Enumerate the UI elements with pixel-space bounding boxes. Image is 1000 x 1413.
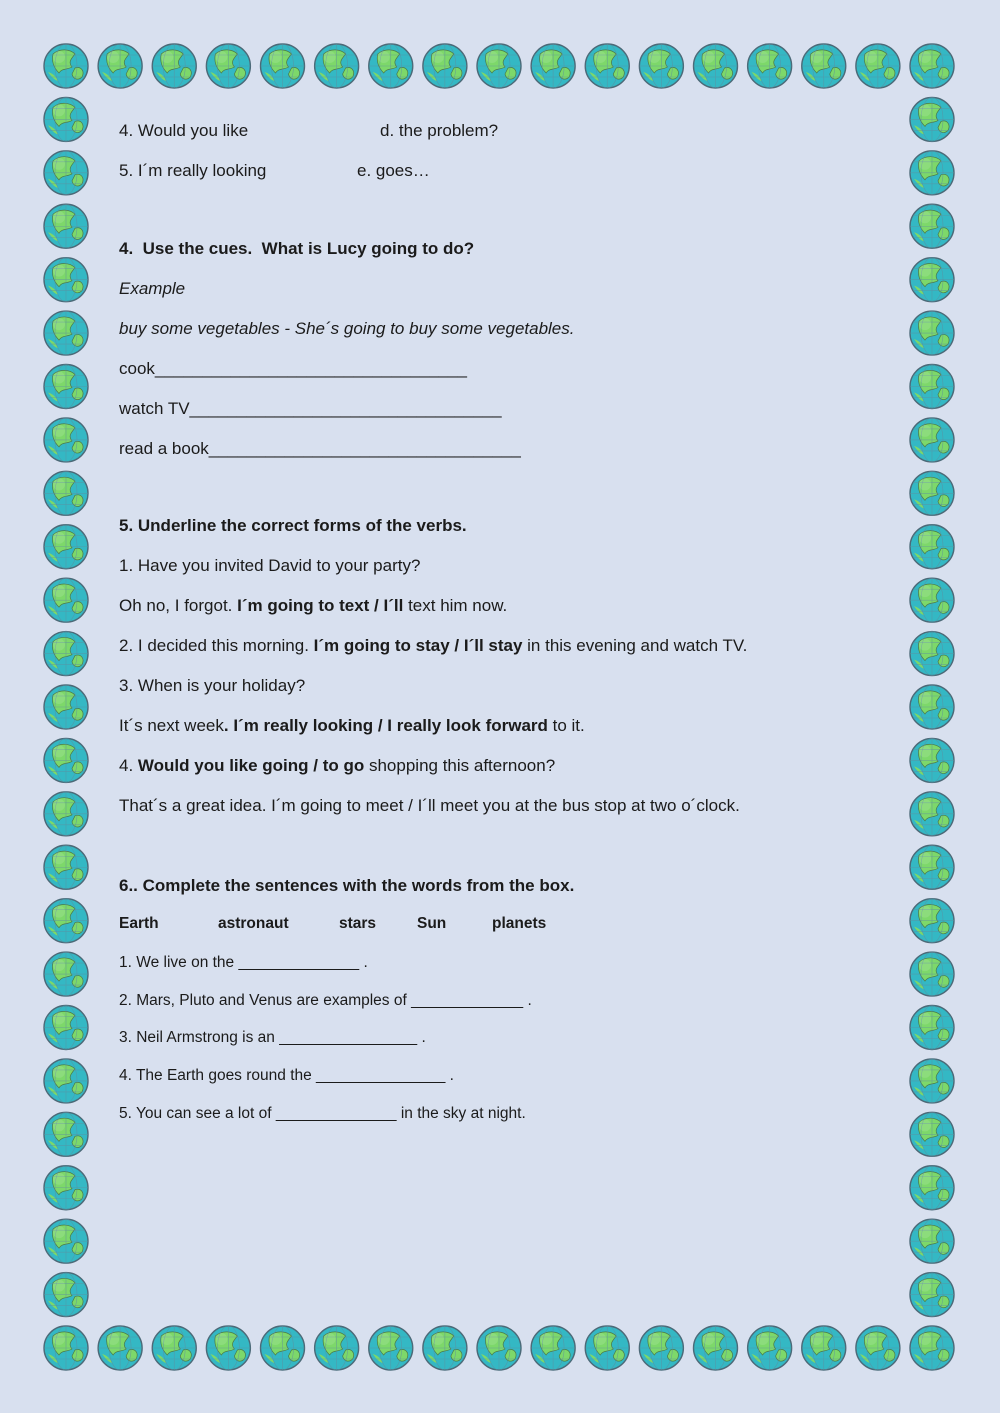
globe-icon <box>910 418 954 462</box>
globe-icon <box>910 365 954 409</box>
ex6-sentence-2: 2. Mars, Pluto and Venus are examples of _____________ . <box>119 992 532 1009</box>
globe-icon <box>910 1326 954 1370</box>
globe-icon <box>152 1326 196 1370</box>
globe-icon <box>585 1326 629 1370</box>
box-word-sun: Sun <box>417 915 447 932</box>
globe-icon <box>206 1326 250 1370</box>
globe-icon <box>44 97 88 141</box>
exercise-5-heading: 5. Underline the correct forms of the verbs. <box>119 516 467 535</box>
matching-right-e: e. goes… <box>357 161 430 180</box>
ex5-line-3-start: 2. I decided this morning. <box>119 636 314 655</box>
globe-icon <box>44 1006 88 1050</box>
globe-icon <box>531 1326 575 1370</box>
globe-icon <box>910 204 954 248</box>
ex5-line-3 <box>119 636 747 656</box>
globe-icon <box>802 1326 846 1370</box>
globe-icon <box>910 525 954 569</box>
globe-icon <box>910 471 954 515</box>
cue-cook: cook_________________________________ <box>119 359 467 378</box>
matching-left-5: 5. I´m really looking <box>119 161 267 180</box>
ex5-line-4: 3. When is your holiday? <box>119 676 306 695</box>
globe-icon <box>856 1326 900 1370</box>
globe-icon <box>910 1273 954 1317</box>
globe-icon <box>910 738 954 782</box>
globe-icon <box>694 44 738 88</box>
globe-icon <box>910 1112 954 1156</box>
globe-icon <box>423 44 467 88</box>
ex5-line-3-end: in this evening and watch TV. <box>522 636 748 655</box>
matching-right-d: d. the problem? <box>380 121 499 140</box>
ex5-line-6-end: shopping this afternoon? <box>364 756 556 775</box>
globe-icon <box>44 258 88 302</box>
globe-icon <box>98 44 142 88</box>
globe-icon <box>44 151 88 195</box>
globe-icon <box>694 1326 738 1370</box>
ex5-line-6-start: 4. <box>119 756 138 775</box>
globe-icon <box>910 1059 954 1103</box>
globe-icon <box>44 1273 88 1317</box>
ex5-line-7: That´s a great idea. I´m going to meet / I´ll meet you at the bus stop at two o´clock. <box>119 796 740 815</box>
globe-icon <box>44 311 88 355</box>
ex5-line-5-start: It´s next week <box>119 716 224 735</box>
example-sentence: buy some vegetables - She´s going to buy some vegetables. <box>119 319 575 338</box>
globe-icon <box>44 738 88 782</box>
globe-icon <box>477 1326 521 1370</box>
globe-icon <box>910 578 954 622</box>
ex5-choice-4: Would you like going / to go <box>137 756 365 775</box>
globe-icon <box>910 952 954 996</box>
globe-icon <box>44 578 88 622</box>
ex5-line-2 <box>119 596 507 616</box>
globe-icon <box>44 1219 88 1263</box>
ex5-line-5-end: to it. <box>547 716 585 735</box>
exercise-4-heading: 4. Use the cues. What is Lucy going to do? <box>119 239 475 258</box>
ex5-line-1: 1. Have you invited David to your party? <box>119 556 421 575</box>
globe-icon <box>910 845 954 889</box>
globe-icon <box>910 685 954 729</box>
globe-icon <box>261 44 305 88</box>
globe-icon <box>910 44 954 88</box>
matching-left-4: 4. Would you like <box>119 121 249 140</box>
globe-icon <box>261 1326 305 1370</box>
globe-icon <box>44 204 88 248</box>
globe-icon <box>748 1326 792 1370</box>
exercise-6-heading: 6.. Complete the sentences with the words from the box. <box>119 876 575 895</box>
ex5-line-6 <box>119 756 555 776</box>
globe-icon <box>44 1326 88 1370</box>
globe-icon <box>44 1059 88 1103</box>
example-label: Example <box>119 279 186 298</box>
box-word-stars: stars <box>339 915 377 932</box>
globe-icon <box>748 44 792 88</box>
globe-icon <box>531 44 575 88</box>
globe-icon <box>152 44 196 88</box>
globe-icon <box>44 525 88 569</box>
globe-icon <box>910 1166 954 1210</box>
ex6-sentence-4: 4. The Earth goes round the _______________ . <box>119 1067 454 1084</box>
globe-icon <box>44 845 88 889</box>
globe-icon <box>44 632 88 676</box>
globe-icon <box>910 792 954 836</box>
globe-icon <box>423 1326 467 1370</box>
ex5-choice-3: . I´m really looking / I really look forward <box>223 716 548 735</box>
globe-icon <box>910 151 954 195</box>
box-word-astronaut: astronaut <box>218 915 289 932</box>
globe-icon <box>44 899 88 943</box>
globe-icon <box>315 1326 359 1370</box>
globe-icon <box>639 44 683 88</box>
box-word-earth: Earth <box>119 915 159 932</box>
ex6-sentence-3: 3. Neil Armstrong is an ________________ . <box>119 1029 426 1046</box>
globe-icon <box>910 258 954 302</box>
globe-icon <box>44 792 88 836</box>
globe-icon <box>44 952 88 996</box>
globe-icon <box>802 44 846 88</box>
globe-icon <box>315 44 359 88</box>
cue-watch-tv: watch TV_________________________________ <box>119 399 502 418</box>
globe-icon <box>477 44 521 88</box>
globe-icon <box>44 1166 88 1210</box>
globe-icon <box>44 1112 88 1156</box>
globe-icon <box>206 44 250 88</box>
globe-icon <box>44 471 88 515</box>
globe-icon <box>44 44 88 88</box>
globe-icon <box>369 1326 413 1370</box>
globe-icon <box>585 44 629 88</box>
globe-icon <box>856 44 900 88</box>
ex5-line-2-start: Oh no, I forgot. <box>119 596 238 615</box>
globe-icon <box>910 632 954 676</box>
ex6-sentence-5: 5. You can see a lot of ______________ in the sky at night. <box>119 1105 526 1122</box>
ex5-line-5 <box>119 716 585 736</box>
globe-icon <box>910 1006 954 1050</box>
ex5-line-2-end: text him now. <box>403 596 508 615</box>
box-word-planets: planets <box>492 915 547 932</box>
globe-icon <box>910 97 954 141</box>
cue-read-a-book: read a book_________________________________ <box>119 439 521 458</box>
globe-icon <box>910 899 954 943</box>
globe-icon <box>910 311 954 355</box>
ex5-choice-2: I´m going to stay / I´ll stay <box>313 636 523 655</box>
ex6-sentence-1: 1. We live on the ______________ . <box>119 954 368 971</box>
globe-icon <box>910 1219 954 1263</box>
globe-icon <box>44 685 88 729</box>
ex5-choice-1: I´m going to text / I´ll <box>237 596 404 615</box>
globe-icon <box>44 418 88 462</box>
globe-icon <box>639 1326 683 1370</box>
globe-icon <box>369 44 413 88</box>
globe-icon <box>98 1326 142 1370</box>
globe-icon <box>44 365 88 409</box>
